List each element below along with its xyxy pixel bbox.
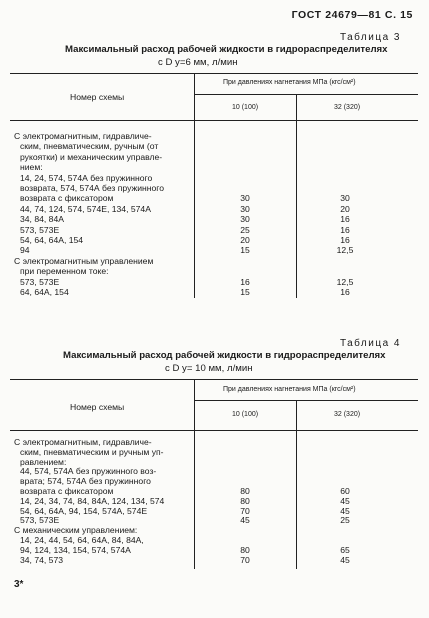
row-value-32: 20 (340, 203, 350, 214)
table-number: Таблица 3 (339, 32, 401, 43)
table-subtitle: с D у= 10 мм, л/мин (165, 363, 253, 374)
pressure-rule (194, 400, 418, 401)
row-value-10: 15 (240, 287, 250, 297)
row-label: ским, пневматическим и ручным уп- (20, 446, 164, 457)
row-label: 573, 573Е (20, 515, 60, 526)
row-label: 94, 124, 134, 154, 574, 574А (20, 544, 131, 555)
page-mark: 3* (14, 579, 24, 590)
row-label: ским, пневматическим, ручным (от (20, 141, 159, 152)
row-label: 14, 24, 574, 574А без пружинного (20, 172, 153, 183)
row-label: 573, 573Е (20, 224, 60, 235)
row-value-10: 70 (240, 505, 250, 516)
row-label: 94 (20, 245, 30, 256)
row-value-32: 45 (340, 505, 350, 516)
row-value-32: 16 (340, 235, 350, 245)
row-value-32: 16 (340, 224, 350, 235)
row-value-10: 15 (240, 245, 250, 256)
row-value-10: 30 (240, 203, 250, 214)
row-value-10: 20 (240, 235, 250, 245)
row-value-10: 80 (240, 495, 250, 506)
page-header: ГОСТ 24679—81 С. 15 (291, 9, 413, 21)
row-label: 14, 24, 34, 74, 84, 84А, 124, 134, 574 (20, 495, 165, 506)
row-value-32: 45 (340, 495, 350, 506)
row-label: 54, 64, 64А, 94, 154, 574А, 574Е (20, 505, 148, 516)
column-header-pressure: При давлениях нагнетания МПа (кгс/см²) (223, 79, 356, 86)
row-value-10: 80 (240, 486, 250, 496)
row-label: 64, 64А, 154 (20, 287, 69, 297)
row-label: 573, 573Е (20, 276, 60, 287)
row-value-32: 65 (340, 544, 350, 555)
row-label: С механическим управлением: (14, 525, 138, 536)
row-label: 44, 574, 574А без пружинного воз- (20, 466, 157, 477)
row-value-10: 80 (240, 544, 250, 555)
pressure-32: 32 (320) (334, 104, 361, 111)
row-label: 34, 74, 573 (20, 554, 64, 565)
row-label: при переменном токе: (20, 266, 109, 277)
row-value-32: 25 (340, 515, 350, 526)
column-divider (296, 400, 297, 569)
column-divider (194, 379, 195, 569)
row-label: 14, 24, 44, 54, 64, 64А, 84, 84А, (20, 535, 144, 545)
row-value-10: 25 (240, 224, 250, 235)
row-value-10: 70 (240, 554, 250, 565)
row-label: С электромагнитным управлением (14, 255, 154, 266)
column-header-pressure: При давлениях нагнетания МПа (кгс/см²) (223, 386, 356, 393)
row-label: возврата с фиксатором (20, 193, 114, 204)
row-label: равлением: (20, 456, 67, 467)
column-header-scheme: Номер схемы (70, 402, 125, 412)
row-value-32: 12,5 (336, 276, 354, 287)
row-label: возврата, 574, 574А без пружинного (20, 183, 165, 193)
pressure-10: 10 (100) (232, 411, 259, 418)
row-value-10: 30 (240, 193, 250, 204)
row-value-10: 45 (240, 515, 250, 526)
row-value-32: 30 (340, 193, 350, 204)
row-label: С электромагнитным, гидравличе- (14, 437, 152, 447)
table-title: Максимальный расход рабочей жидкости в гидрораспределителях (63, 350, 386, 361)
table-title: Максимальный расход рабочей жидкости в гидрораспределителях (65, 44, 388, 55)
row-label: 34, 84, 84А (20, 214, 64, 225)
row-value-32: 45 (340, 554, 350, 565)
column-header-scheme: Номер схемы (70, 92, 125, 102)
row-value-10: 16 (240, 276, 250, 287)
row-label: рукоятки) и механическим управле- (20, 151, 163, 162)
row-label: возврата с фиксатором (20, 486, 114, 496)
row-label: врата; 574, 574А без пружинного (20, 476, 151, 487)
row-label: нием: (20, 162, 43, 173)
pressure-10: 10 (100) (232, 104, 259, 111)
row-value-32: 12,5 (336, 245, 354, 256)
table-number: Таблица 4 (339, 338, 401, 349)
header-bottom-rule (10, 430, 418, 431)
row-value-32: 16 (340, 287, 350, 297)
row-value-32: 16 (340, 214, 350, 225)
row-value-32: 60 (340, 486, 350, 496)
row-label: 54, 64, 64А, 154 (20, 235, 84, 245)
table-top-rule (10, 379, 418, 380)
row-label: 44, 74, 124, 574, 574Е, 134, 574А (20, 203, 151, 214)
row-label: С электромагнитным, гидравличе- (14, 131, 152, 141)
pressure-32: 32 (320) (334, 411, 361, 418)
table-subtitle: с D у=6 мм, л/мин (158, 57, 238, 68)
row-value-10: 30 (240, 214, 250, 225)
